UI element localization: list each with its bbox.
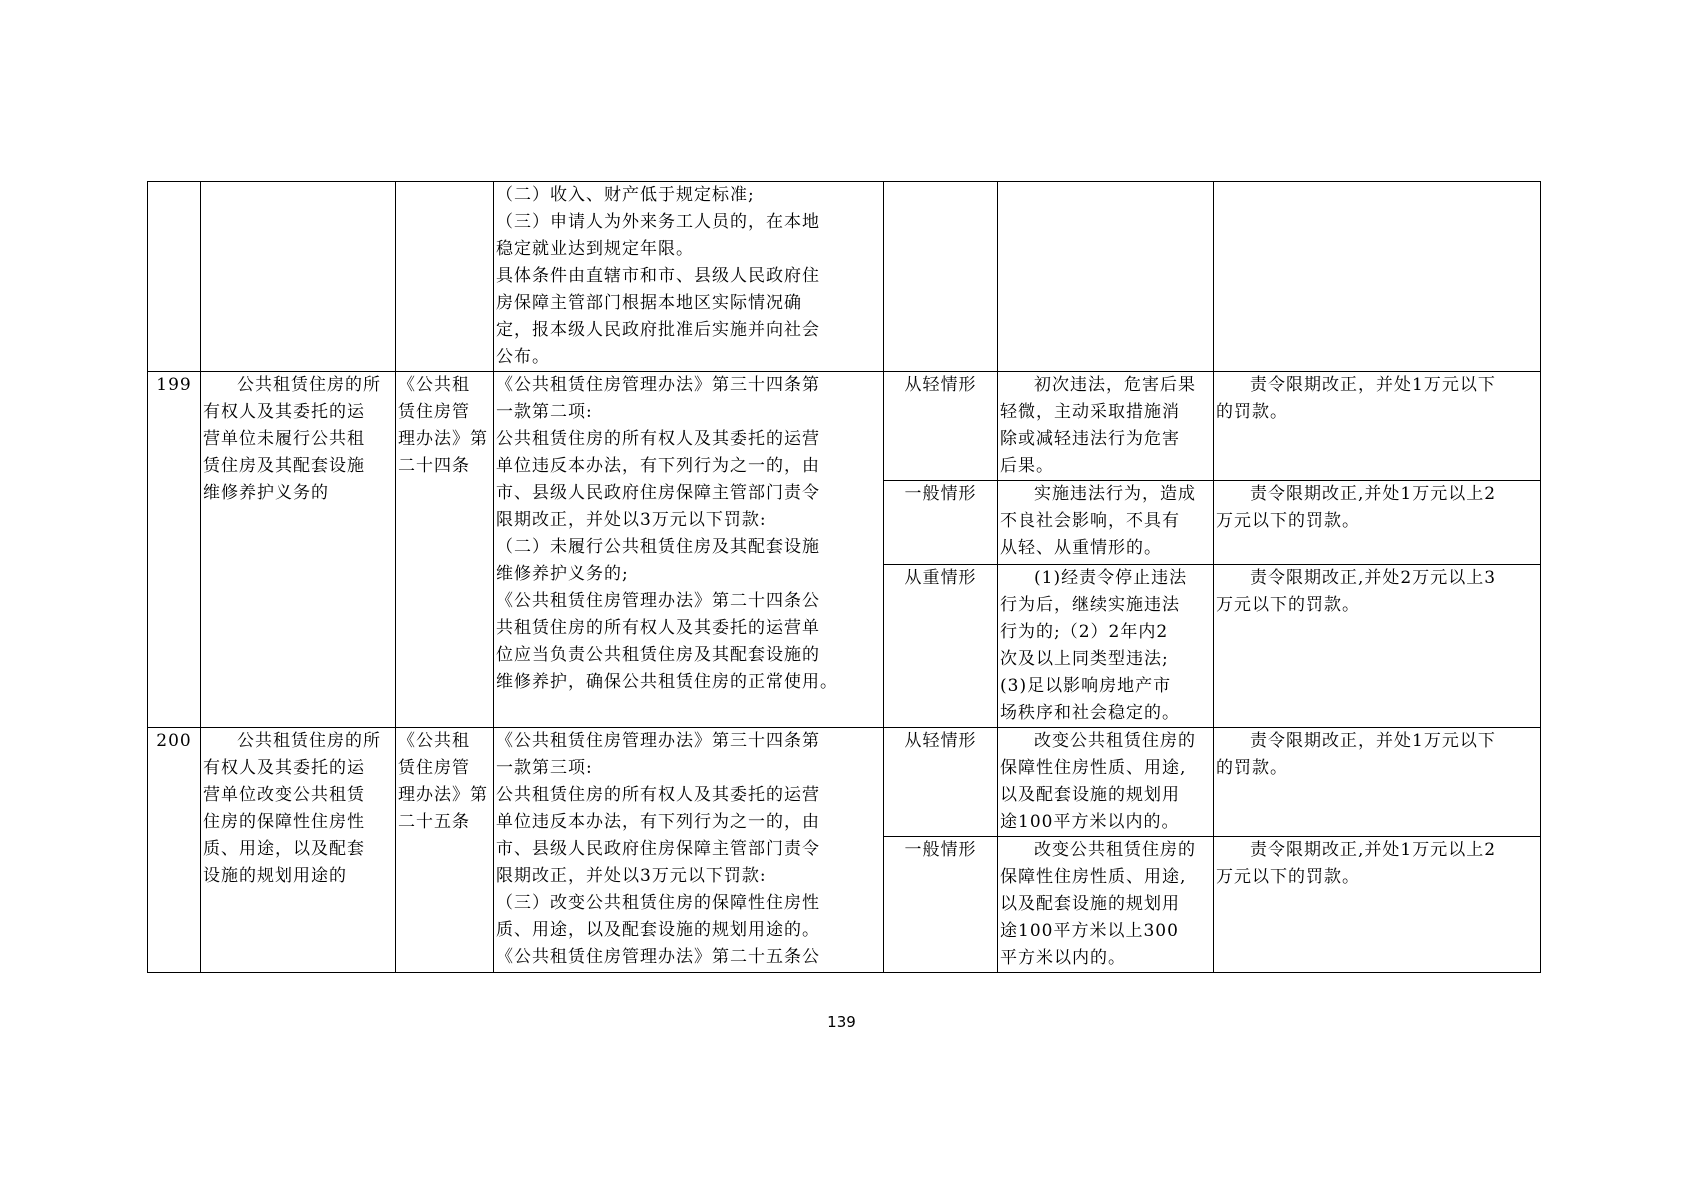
penalty-cell — [1214, 837, 1541, 973]
basis-line: 《公共租赁住房管理办法》第二十五条公 — [496, 947, 820, 967]
penalty-line: 万元以下的罚款。 — [1216, 867, 1360, 887]
description-cell — [998, 481, 1214, 565]
description-line: 后果。 — [1000, 456, 1054, 476]
penalty-line: 万元以下的罚款。 — [1216, 511, 1360, 531]
basis-line: 一款第二项: — [496, 402, 593, 422]
item-cell — [201, 728, 396, 973]
penalty-cell — [1214, 565, 1541, 728]
basis-line: 稳定就业达到规定年限。 — [496, 239, 694, 259]
description-cell — [998, 837, 1214, 973]
description-line: 改变公共租赁住房的 — [1034, 840, 1196, 860]
description-line: 初次违法，危害后果 — [1034, 375, 1196, 395]
description-line: 途100平方米以内的。 — [1000, 812, 1180, 832]
basis-line: 市、县级人民政府住房保障主管部门责令 — [496, 839, 820, 859]
description-line: 保障性住房性质、用途, — [1000, 758, 1187, 778]
item-line: 住房的保障性住房性 — [203, 812, 365, 832]
page-number: 139 — [827, 1013, 856, 1031]
number-cell: 199 — [148, 372, 201, 728]
condition-cell: 从轻情形 — [884, 728, 998, 837]
basis-line: 限期改正，并处以3万元以下罚款: — [496, 510, 767, 530]
description-line: 途100平方米以上300 — [1000, 921, 1179, 941]
basis-cell — [494, 728, 884, 973]
law-line: 《公共租 — [398, 375, 470, 395]
penalty-line: 责令限期改正,并处2万元以上3 — [1250, 568, 1497, 588]
basis-line: 公共租赁住房的所有权人及其委托的运营 — [496, 429, 820, 449]
table-row-continued — [148, 182, 1541, 372]
description-line: 平方米以内的。 — [1000, 948, 1126, 968]
basis-line: 《公共租赁住房管理办法》第二十四条公 — [496, 591, 820, 611]
table-row-199 — [148, 372, 1541, 481]
law-line: 理办法》第 — [398, 429, 488, 449]
basis-line: 位应当负责公共租赁住房及其配套设施的 — [496, 645, 820, 665]
condition-cell: 从轻情形 — [884, 372, 998, 481]
basis-line: 公共租赁住房的所有权人及其委托的运营 — [496, 785, 820, 805]
basis-line: （三）改变公共租赁住房的保障性住房性 — [496, 893, 820, 913]
description-line: 除或减轻违法行为危害 — [1000, 429, 1180, 449]
law-cell — [396, 728, 494, 973]
basis-line: 房保障主管部门根据本地区实际情况确 — [496, 293, 802, 313]
description-cell — [998, 182, 1214, 372]
basis-line: 共租赁住房的所有权人及其委托的运营单 — [496, 618, 820, 638]
basis-line: 单位违反本办法，有下列行为之一的，由 — [496, 812, 820, 832]
basis-line: 市、县级人民政府住房保障主管部门责令 — [496, 483, 820, 503]
basis-line: 单位违反本办法，有下列行为之一的，由 — [496, 456, 820, 476]
description-line: 以及配套设施的规划用 — [1000, 894, 1180, 914]
law-line: 二十五条 — [398, 812, 470, 832]
description-line: 轻微，主动采取措施消 — [1000, 402, 1180, 422]
description-cell — [998, 728, 1214, 837]
penalty-line: 的罚款。 — [1216, 402, 1288, 422]
basis-line: 《公共租赁住房管理办法》第三十四条第 — [496, 375, 820, 395]
basis-line: 质、用途，以及配套设施的规划用途的。 — [496, 920, 820, 940]
number-cell — [148, 182, 201, 372]
item-cell — [201, 372, 396, 728]
item-line: 赁住房及其配套设施 — [203, 456, 365, 476]
item-line: 有权人及其委托的运 — [203, 402, 365, 422]
basis-cell — [494, 182, 884, 372]
description-line: 不良社会影响，不具有 — [1000, 511, 1180, 531]
number-cell: 200 — [148, 728, 201, 973]
law-line: 《公共租 — [398, 731, 470, 751]
item-line: 营单位未履行公共租 — [203, 429, 365, 449]
basis-line: 维修养护义务的; — [496, 564, 629, 584]
basis-line: 一款第三项: — [496, 758, 593, 778]
penalty-cell — [1214, 481, 1541, 565]
description-line: 改变公共租赁住房的 — [1034, 731, 1196, 751]
law-line: 理办法》第 — [398, 785, 488, 805]
law-cell — [396, 372, 494, 728]
penalty-cell — [1214, 372, 1541, 481]
item-cell — [201, 182, 396, 372]
law-line: 赁住房管 — [398, 758, 470, 778]
description-line: 保障性住房性质、用途, — [1000, 867, 1187, 887]
basis-cell — [494, 372, 884, 728]
description-line: 行为后，继续实施违法 — [1000, 595, 1180, 615]
description-cell — [998, 372, 1214, 481]
law-line: 二十四条 — [398, 456, 470, 476]
item-line: 维修养护义务的 — [203, 483, 329, 503]
condition-cell: 一般情形 — [884, 481, 998, 565]
description-line: 行为的;（2）2年内2 — [1000, 622, 1169, 642]
item-line: 有权人及其委托的运 — [203, 758, 365, 778]
penalty-standard-table — [147, 181, 1541, 973]
description-line: 场秩序和社会稳定的。 — [1000, 703, 1180, 723]
penalty-line: 责令限期改正，并处1万元以下 — [1250, 731, 1496, 751]
basis-line: （二）未履行公共租赁住房及其配套设施 — [496, 537, 820, 557]
basis-line: 限期改正，并处以3万元以下罚款: — [496, 866, 767, 886]
item-line: 设施的规划用途的 — [203, 866, 347, 886]
penalty-cell — [1214, 182, 1541, 372]
penalty-cell — [1214, 728, 1541, 837]
law-cell — [396, 182, 494, 372]
penalty-line: 的罚款。 — [1216, 758, 1288, 778]
condition-cell: 从重情形 — [884, 565, 998, 728]
basis-line: （三）申请人为外来务工人员的，在本地 — [496, 212, 820, 232]
description-line: 实施违法行为，造成 — [1034, 484, 1196, 504]
penalty-line: 万元以下的罚款。 — [1216, 595, 1360, 615]
description-line: 次及以上同类型违法; — [1000, 649, 1169, 669]
description-line: (1)经责令停止违法 — [1034, 568, 1188, 588]
basis-line: 公布。 — [496, 347, 550, 367]
description-line: (3)足以影响房地产市 — [1000, 676, 1172, 696]
penalty-line: 责令限期改正,并处1万元以上2 — [1250, 484, 1497, 504]
description-line: 以及配套设施的规划用 — [1000, 785, 1180, 805]
basis-line: 定，报本级人民政府批准后实施并向社会 — [496, 320, 820, 340]
description-cell — [998, 565, 1214, 728]
penalty-line: 责令限期改正,并处1万元以上2 — [1250, 840, 1497, 860]
basis-line: 维修养护，确保公共租赁住房的正常使用。 — [496, 672, 838, 692]
table-row-200 — [148, 728, 1541, 837]
basis-line: 《公共租赁住房管理办法》第三十四条第 — [496, 731, 820, 751]
item-line: 质、用途，以及配套 — [203, 839, 365, 859]
description-line: 从轻、从重情形的。 — [1000, 538, 1162, 558]
basis-line: （二）收入、财产低于规定标准; — [496, 185, 755, 205]
law-line: 赁住房管 — [398, 402, 470, 422]
condition-cell — [884, 182, 998, 372]
condition-cell: 一般情形 — [884, 837, 998, 973]
item-line: 公共租赁住房的所 — [237, 375, 381, 395]
item-line: 公共租赁住房的所 — [237, 731, 381, 751]
basis-line: 具体条件由直辖市和市、县级人民政府住 — [496, 266, 820, 286]
penalty-line: 责令限期改正，并处1万元以下 — [1250, 375, 1496, 395]
item-line: 营单位改变公共租赁 — [203, 785, 365, 805]
